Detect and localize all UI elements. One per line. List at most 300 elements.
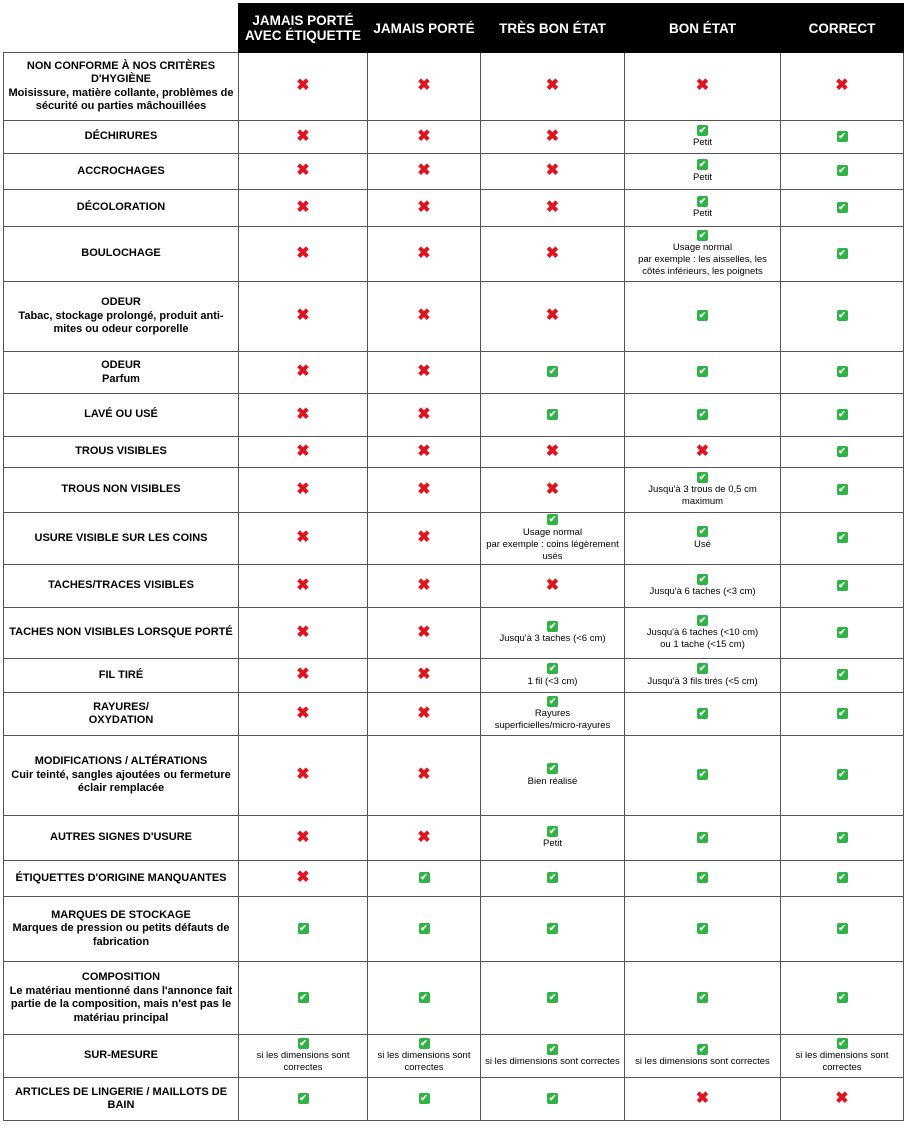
status-cell <box>239 437 368 468</box>
status-cell <box>481 154 625 190</box>
cross-icon: ✖ <box>296 244 310 262</box>
status-cell <box>781 816 904 861</box>
table-row <box>4 565 904 608</box>
status-cell <box>368 565 481 608</box>
row-label <box>4 1078 239 1121</box>
cross-icon: ✖ <box>545 480 560 498</box>
check-icon: ✔ <box>420 922 428 933</box>
status-cell <box>625 816 781 861</box>
status-cell <box>239 897 368 962</box>
table-row <box>4 227 904 282</box>
status-cell <box>481 394 625 437</box>
check-icon: ✔ <box>698 573 707 584</box>
status-cell <box>781 513 904 565</box>
row-subtitle: Tabac, stockage prolongé, produit anti-mites ou odeur corporelle <box>18 309 224 336</box>
status-cell <box>239 513 368 565</box>
status-cell <box>239 394 368 437</box>
row-subtitle: Cuir teinté, sangles ajoutées ou fermeture éclair remplacée <box>11 768 231 795</box>
check-icon: ✔ <box>420 1037 428 1048</box>
cell-note: Usé <box>694 538 711 550</box>
cross-icon: ✖ <box>695 77 710 94</box>
cross-icon: ✖ <box>417 480 431 498</box>
status-cell <box>781 282 904 352</box>
status-cell <box>481 53 625 121</box>
table-row <box>4 861 904 897</box>
cross-icon: ✖ <box>296 766 310 783</box>
check-icon: ✔ <box>838 872 846 883</box>
cell-note: Petit <box>692 171 712 183</box>
cell-note: Petit <box>542 838 562 849</box>
status-cell <box>781 565 904 608</box>
status-cell <box>625 659 781 693</box>
table-row <box>4 608 904 659</box>
check-icon: ✔ <box>838 408 846 419</box>
status-cell <box>625 352 781 394</box>
row-label <box>4 227 239 282</box>
check-icon: ✔ <box>838 707 846 718</box>
status-cell <box>368 816 481 861</box>
check-icon: ✔ <box>548 695 557 706</box>
table-row <box>4 394 904 437</box>
table-row <box>4 282 904 352</box>
condition-criteria-table <box>3 3 904 1121</box>
status-cell <box>625 1078 781 1121</box>
cross-icon: ✖ <box>417 623 431 641</box>
row-label <box>4 861 239 897</box>
table-row <box>4 513 904 565</box>
status-cell <box>368 282 481 352</box>
status-cell <box>368 394 481 437</box>
row-title: TACHES NON VISIBLES LORSQUE PORTÉ <box>9 626 233 639</box>
row-title: RAYURES/ OXYDATION <box>88 700 154 726</box>
check-icon: ✔ <box>838 247 846 258</box>
cross-icon: ✖ <box>695 1089 710 1107</box>
cell-note: Rayures superficielles/micro-rayures <box>494 708 611 731</box>
status-cell <box>781 659 904 693</box>
status-cell <box>368 897 481 962</box>
check-icon: ✔ <box>698 159 707 170</box>
status-cell <box>368 352 481 394</box>
table-row <box>4 1035 904 1078</box>
cross-icon: ✖ <box>545 198 560 216</box>
check-icon: ✔ <box>420 1092 428 1103</box>
cross-icon: ✖ <box>545 127 560 145</box>
cross-icon: ✖ <box>296 576 310 594</box>
column-header-good: BON ÉTAT <box>625 4 781 53</box>
cross-icon: ✖ <box>417 576 431 594</box>
status-cell <box>239 861 368 897</box>
status-cell <box>781 154 904 190</box>
status-cell <box>481 227 625 282</box>
status-cell <box>368 1078 481 1121</box>
cell-note: Jusqu'à 3 fils tirés (<5 cm) <box>647 675 758 687</box>
check-icon: ✔ <box>698 526 707 537</box>
check-icon: ✔ <box>548 922 557 933</box>
check-icon: ✔ <box>548 1092 557 1103</box>
check-icon: ✔ <box>548 991 557 1002</box>
status-cell <box>239 608 368 659</box>
check-icon: ✔ <box>698 614 707 625</box>
row-label <box>4 816 239 861</box>
status-cell <box>481 565 625 608</box>
status-cell <box>239 190 368 227</box>
status-cell <box>781 53 904 121</box>
cross-icon: ✖ <box>296 480 310 498</box>
check-icon: ✔ <box>420 991 428 1002</box>
status-cell <box>368 437 481 468</box>
status-cell <box>781 394 904 437</box>
header-corner <box>4 4 239 53</box>
status-cell <box>481 659 625 693</box>
status-cell <box>781 121 904 154</box>
row-label <box>4 659 239 693</box>
status-cell <box>781 608 904 659</box>
status-cell <box>781 437 904 468</box>
check-icon: ✔ <box>299 922 307 933</box>
status-cell <box>368 154 481 190</box>
cross-icon: ✖ <box>296 363 310 380</box>
row-label <box>4 1035 239 1078</box>
status-cell <box>239 816 368 861</box>
status-cell <box>239 565 368 608</box>
row-title: ODEUR <box>101 296 141 309</box>
cross-icon: ✖ <box>417 198 431 216</box>
cross-icon: ✖ <box>417 666 431 683</box>
check-icon: ✔ <box>548 825 557 836</box>
row-title: ARTICLES DE LINGERIE / MAILLOTS DE BAIN <box>14 1085 228 1111</box>
status-cell <box>481 282 625 352</box>
row-title: COMPOSITION <box>81 971 161 983</box>
status-cell <box>625 154 781 190</box>
cell-note: Jusqu'à 3 taches (<6 cm) <box>499 633 606 644</box>
column-header-fair: CORRECT <box>781 4 904 53</box>
status-cell <box>481 608 625 659</box>
status-cell <box>368 659 481 693</box>
status-cell <box>481 816 625 861</box>
cross-icon: ✖ <box>417 442 431 460</box>
row-title: LAVÉ OU USÉ <box>84 408 158 421</box>
cross-icon: ✖ <box>835 77 849 94</box>
status-cell <box>481 121 625 154</box>
table-row <box>4 1078 904 1121</box>
status-cell <box>368 1035 481 1078</box>
cross-icon: ✖ <box>296 704 310 722</box>
row-title: TROUS NON VISIBLES <box>61 483 181 496</box>
cell-note: Jusqu'à 6 taches (<10 cm) ou 1 tache (<15 cm) <box>646 627 759 650</box>
cross-icon: ✖ <box>296 307 310 324</box>
check-icon: ✔ <box>838 626 846 637</box>
cell-note: Usage normal par exemple : coins légèrement usés <box>486 526 619 562</box>
status-cell <box>239 1078 368 1121</box>
status-cell <box>625 227 781 282</box>
check-icon: ✔ <box>548 872 557 883</box>
row-label <box>4 121 239 154</box>
check-icon: ✔ <box>838 831 846 842</box>
row-label <box>4 693 239 736</box>
status-cell <box>781 1035 904 1078</box>
table-row <box>4 121 904 154</box>
status-cell <box>781 897 904 962</box>
row-title: TACHES/TRACES VISIBLES <box>48 579 194 592</box>
table-row <box>4 468 904 513</box>
check-icon: ✔ <box>698 1043 707 1054</box>
check-icon: ✔ <box>548 408 557 419</box>
cross-icon: ✖ <box>545 307 560 324</box>
cell-note: si les dimensions sont correctes <box>256 1050 350 1073</box>
status-cell <box>481 437 625 468</box>
cross-icon: ✖ <box>296 869 310 886</box>
cross-icon: ✖ <box>417 162 431 179</box>
status-cell <box>781 861 904 897</box>
status-cell <box>625 1035 781 1078</box>
status-cell <box>368 227 481 282</box>
status-cell <box>625 861 781 897</box>
cross-icon: ✖ <box>296 529 310 546</box>
table-row <box>4 352 904 394</box>
row-subtitle: Parfum <box>102 372 140 385</box>
row-subtitle: Marques de pression ou petits défauts de fabrication <box>12 922 230 948</box>
cross-icon: ✖ <box>417 766 431 783</box>
check-icon: ✔ <box>838 310 846 321</box>
status-cell <box>481 861 625 897</box>
status-cell <box>625 282 781 352</box>
cross-icon: ✖ <box>417 529 431 546</box>
check-icon: ✔ <box>548 366 557 377</box>
status-cell <box>239 736 368 816</box>
check-icon: ✔ <box>838 922 846 933</box>
check-icon: ✔ <box>299 1037 307 1048</box>
check-icon: ✔ <box>698 663 707 674</box>
table-row <box>4 190 904 227</box>
check-icon: ✔ <box>548 1043 557 1054</box>
table-row <box>4 736 904 816</box>
cross-icon: ✖ <box>417 363 431 380</box>
check-icon: ✔ <box>548 763 557 774</box>
cross-icon: ✖ <box>417 704 431 722</box>
row-title: MODIFICATIONS / ALTÉRATIONS <box>34 755 208 768</box>
check-icon: ✔ <box>698 922 707 933</box>
table-row <box>4 897 904 962</box>
check-icon: ✔ <box>698 471 707 482</box>
check-icon: ✔ <box>838 1037 846 1048</box>
check-icon: ✔ <box>838 165 846 176</box>
check-icon: ✔ <box>698 707 707 718</box>
status-cell <box>481 513 625 565</box>
cross-icon: ✖ <box>417 828 431 846</box>
status-cell <box>625 53 781 121</box>
row-title: ÉTIQUETTES D'ORIGINE MANQUANTES <box>15 871 227 884</box>
status-cell <box>368 608 481 659</box>
row-label <box>4 394 239 437</box>
cell-note: Usage normal par exemple : les aisselles, les côtés inférieurs, les poignets <box>638 242 767 277</box>
cross-icon: ✖ <box>296 198 310 216</box>
cross-icon: ✖ <box>545 576 560 594</box>
status-cell <box>781 352 904 394</box>
header-row <box>4 4 904 53</box>
status-cell <box>368 736 481 816</box>
status-cell <box>368 468 481 513</box>
check-icon: ✔ <box>838 769 846 780</box>
row-label <box>4 154 239 190</box>
status-cell <box>481 468 625 513</box>
check-icon: ✔ <box>420 872 428 883</box>
cell-note: Petit <box>692 137 712 148</box>
status-cell <box>239 468 368 513</box>
status-cell <box>239 693 368 736</box>
status-cell <box>481 897 625 962</box>
check-icon: ✔ <box>698 366 707 377</box>
cross-icon: ✖ <box>545 244 560 262</box>
table-body <box>4 53 904 1121</box>
status-cell <box>625 468 781 513</box>
status-cell <box>481 736 625 816</box>
column-header-never-worn-with-tag: JAMAIS PORTÉ AVEC ÉTIQUETTE <box>239 4 368 53</box>
cross-icon: ✖ <box>296 828 310 846</box>
check-icon: ✔ <box>548 663 557 674</box>
status-cell <box>239 154 368 190</box>
row-label <box>4 897 239 962</box>
status-cell <box>481 190 625 227</box>
check-icon: ✔ <box>838 532 846 543</box>
check-icon: ✔ <box>838 445 846 456</box>
status-cell <box>239 282 368 352</box>
check-icon: ✔ <box>698 769 707 780</box>
cell-note: Bien réalisé <box>527 775 578 787</box>
status-cell <box>481 962 625 1035</box>
status-cell <box>481 693 625 736</box>
status-cell <box>481 352 625 394</box>
status-cell <box>368 121 481 154</box>
cross-icon: ✖ <box>296 666 310 683</box>
cross-icon: ✖ <box>296 442 310 460</box>
table-row <box>4 53 904 121</box>
table-row <box>4 693 904 736</box>
table-row <box>4 154 904 190</box>
status-cell <box>625 736 781 816</box>
cross-icon: ✖ <box>417 244 431 262</box>
row-title: MARQUES DE STOCKAGE <box>51 908 191 921</box>
status-cell <box>368 861 481 897</box>
cross-icon: ✖ <box>417 405 431 423</box>
check-icon: ✔ <box>838 483 846 494</box>
check-icon: ✔ <box>838 130 846 141</box>
cell-note: 1 fil (<3 cm) <box>527 675 578 687</box>
cross-icon: ✖ <box>417 307 431 324</box>
row-title: AUTRES SIGNES D'USURE <box>50 831 192 844</box>
status-cell <box>625 437 781 468</box>
status-cell <box>368 190 481 227</box>
row-title: FIL TIRÉ <box>98 668 144 681</box>
status-cell <box>239 962 368 1035</box>
row-label <box>4 437 239 468</box>
row-label <box>4 190 239 227</box>
column-header-never-worn: JAMAIS PORTÉ <box>368 4 481 53</box>
status-cell <box>781 468 904 513</box>
cross-icon: ✖ <box>545 77 560 94</box>
status-cell <box>368 53 481 121</box>
check-icon: ✔ <box>838 366 846 377</box>
cell-note: si les dimensions sont correctes <box>485 1056 620 1067</box>
cell-note: si les dimensions sont correctes <box>795 1050 889 1073</box>
table-row <box>4 659 904 693</box>
status-cell <box>368 693 481 736</box>
row-label <box>4 565 239 608</box>
status-cell <box>625 121 781 154</box>
status-cell <box>239 53 368 121</box>
row-title: NON CONFORME À NOS CRITÈRES D'HYGIÈNE <box>26 59 216 85</box>
status-cell <box>625 513 781 565</box>
status-cell <box>368 962 481 1035</box>
cell-note: si les dimensions sont correctes <box>377 1050 471 1073</box>
status-cell <box>368 513 481 565</box>
check-icon: ✔ <box>838 991 846 1002</box>
status-cell <box>781 736 904 816</box>
row-label <box>4 352 239 394</box>
check-icon: ✔ <box>698 408 707 419</box>
status-cell <box>239 121 368 154</box>
check-icon: ✔ <box>838 669 846 680</box>
check-icon: ✔ <box>698 831 707 842</box>
cross-icon: ✖ <box>296 77 310 94</box>
check-icon: ✔ <box>548 514 557 525</box>
row-label <box>4 468 239 513</box>
check-icon: ✔ <box>698 872 707 883</box>
cross-icon: ✖ <box>296 405 310 423</box>
check-icon: ✔ <box>698 229 707 240</box>
status-cell <box>481 1078 625 1121</box>
cross-icon: ✖ <box>835 1089 849 1107</box>
row-label <box>4 53 239 121</box>
cross-icon: ✖ <box>417 127 431 145</box>
cross-icon: ✖ <box>417 77 431 94</box>
status-cell <box>781 227 904 282</box>
check-icon: ✔ <box>698 195 707 206</box>
cross-icon: ✖ <box>296 162 310 179</box>
cell-note: Jusqu'à 6 taches (<3 cm) <box>649 586 756 597</box>
status-cell <box>781 962 904 1035</box>
status-cell <box>481 1035 625 1078</box>
row-title: USURE VISIBLE SUR LES COINS <box>34 531 208 544</box>
status-cell <box>625 190 781 227</box>
row-title: TROUS VISIBLES <box>75 445 167 458</box>
row-title: ODEUR <box>101 359 141 371</box>
row-label <box>4 736 239 816</box>
row-subtitle: Moisissure, matière collante, problèmes de sécurité ou parties mâchouillées <box>8 86 234 112</box>
row-title: SUR-MESURE <box>84 1049 158 1062</box>
status-cell <box>239 1035 368 1078</box>
check-icon: ✔ <box>838 201 846 212</box>
status-cell <box>625 565 781 608</box>
check-icon: ✔ <box>698 310 707 321</box>
cross-icon: ✖ <box>545 162 560 179</box>
row-label <box>4 513 239 565</box>
status-cell <box>239 227 368 282</box>
status-cell <box>625 394 781 437</box>
status-cell <box>625 962 781 1035</box>
status-cell <box>239 659 368 693</box>
column-header-very-good: TRÈS BON ÉTAT <box>481 4 625 53</box>
table-row <box>4 962 904 1035</box>
check-icon: ✔ <box>299 1092 307 1103</box>
check-icon: ✔ <box>838 579 846 590</box>
row-title: ACCROCHAGES <box>77 164 165 177</box>
row-title: BOULOCHAGE <box>81 247 161 260</box>
cross-icon: ✖ <box>296 127 310 145</box>
table-row <box>4 437 904 468</box>
status-cell <box>625 897 781 962</box>
cross-icon: ✖ <box>695 442 710 460</box>
row-title: DÉCOLORATION <box>76 201 166 214</box>
